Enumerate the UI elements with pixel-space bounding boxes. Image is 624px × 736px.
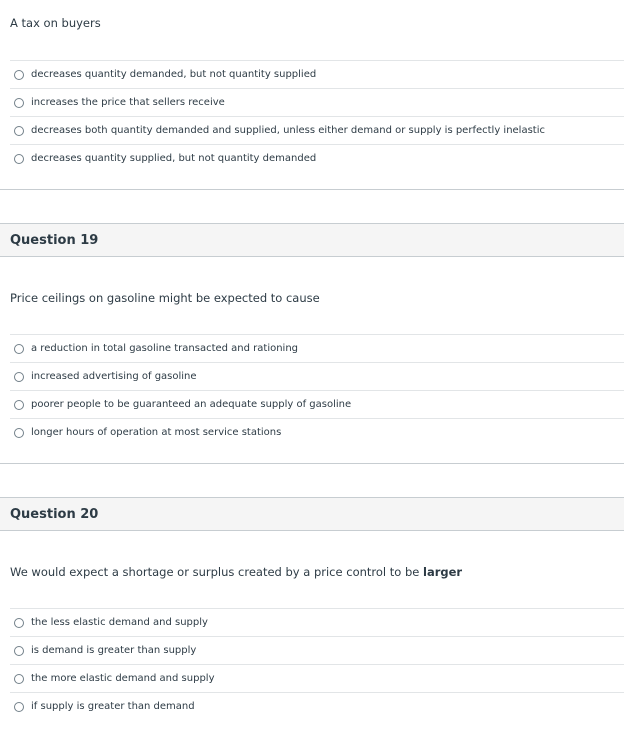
question-divider (0, 189, 624, 190)
answer-option[interactable] (10, 60, 624, 88)
answer-label: increased advertising of gasoline (31, 371, 197, 382)
answer-label: increases the price that sellers receive (31, 97, 225, 108)
answer-option[interactable] (10, 664, 624, 692)
radio-button[interactable] (14, 674, 24, 684)
answer-label: poorer people to be guaranteed an adequate supply of gasoline (31, 399, 352, 410)
answer-label: decreases quantity supplied, but not quantity demanded (31, 153, 317, 164)
radio-button[interactable] (14, 400, 24, 410)
radio-button[interactable] (14, 126, 24, 136)
radio-button[interactable] (14, 618, 24, 628)
answer-label: is demand is greater than supply (31, 645, 197, 656)
question-divider (0, 463, 624, 464)
answer-option[interactable] (10, 608, 624, 636)
answer-label: a reduction in total gasoline transacted and rationing (31, 343, 299, 354)
question-20-header (0, 497, 624, 531)
question-18-answers (10, 60, 624, 172)
radio-button[interactable] (14, 428, 24, 438)
answer-option[interactable] (10, 144, 624, 172)
answer-option[interactable] (10, 692, 624, 720)
question-18-prompt: A tax on buyers (10, 16, 101, 30)
question-20-prompt (10, 565, 462, 579)
question-title: Question 20 (10, 506, 99, 522)
answer-option[interactable] (10, 88, 624, 116)
question-19-answers (10, 334, 624, 446)
prompt-text: We would expect a shortage or surplus created by a price control to be (10, 565, 423, 579)
prompt-emphasis: larger (423, 565, 463, 579)
answer-option[interactable] (10, 636, 624, 664)
radio-button[interactable] (14, 702, 24, 712)
radio-button[interactable] (14, 372, 24, 382)
answer-label: if supply is greater than demand (31, 701, 195, 712)
radio-button[interactable] (14, 154, 24, 164)
answer-option[interactable] (10, 116, 624, 144)
answer-option[interactable] (10, 418, 624, 446)
radio-button[interactable] (14, 646, 24, 656)
answer-option[interactable] (10, 362, 624, 390)
radio-button[interactable] (14, 70, 24, 80)
question-title: Question 19 (10, 232, 99, 248)
answer-option[interactable] (10, 334, 624, 362)
answer-label: the more elastic demand and supply (31, 673, 215, 684)
question-20-answers (10, 608, 624, 720)
radio-button[interactable] (14, 344, 24, 354)
answer-label: decreases both quantity demanded and supplied, unless either demand or supply is perfectly inelastic (31, 125, 545, 136)
answer-label: longer hours of operation at most service stations (31, 427, 282, 438)
answer-option[interactable] (10, 390, 624, 418)
answer-label: decreases quantity demanded, but not quantity supplied (31, 69, 317, 80)
answer-label: the less elastic demand and supply (31, 617, 208, 628)
radio-button[interactable] (14, 98, 24, 108)
question-19-header (0, 223, 624, 257)
question-19-prompt: Price ceilings on gasoline might be expected to cause (10, 291, 320, 305)
